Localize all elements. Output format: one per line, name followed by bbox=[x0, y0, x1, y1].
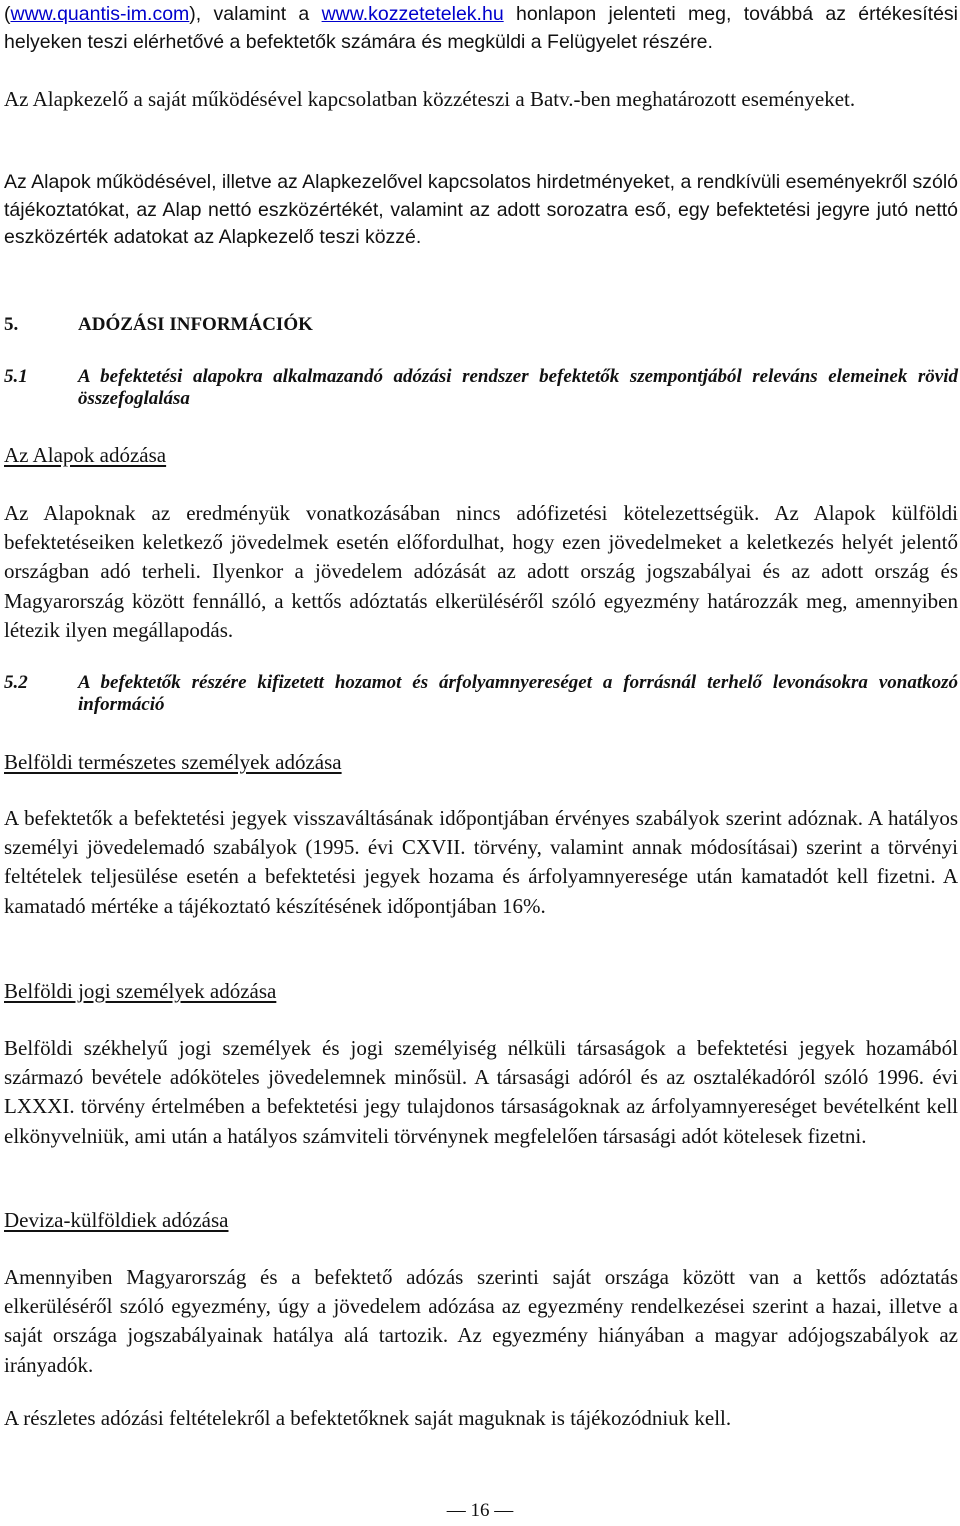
intro-mid-text: ), valamint a bbox=[189, 3, 322, 25]
closing-paragraph: A részletes adózási feltételekről a befektetőknek saját maguknak is tájékozódniuk kell. bbox=[4, 1406, 732, 1430]
page-number-dash-right: — bbox=[489, 1500, 514, 1521]
section-5-heading bbox=[4, 314, 958, 336]
domestic-natural-paragraph: A befektetők a befektetési jegyek visszaváltásának időpontjában érvényes szabályok szerint adóznak. A hatályos személyi jövedelemadó szabályok (1995. évi CXVII. törvény, valamint annak módosításai) szerint a törvényi feltételek teljesülése esetén a befektetési jegyek hozama és árfolyamnyeresége után kamatadót kell fizetni. A kamatadó mértéke a tájékoztató készítésének időpontjában 16%. bbox=[4, 806, 958, 918]
section-5-2-heading bbox=[4, 672, 958, 716]
funds-tax-heading: Az Alapok adózása bbox=[4, 443, 167, 467]
announcements-paragraph: Az Alapok működésével, illetve az Alapkezelővel kapcsolatos hirdetményeket, a rendkívüli eseményekről szóló tájékoztatókat, az Alap nettó eszközértékét, valamint az adott sorozatra eső, egy befektetési jegyre jutó nettó eszközérték adatokat az Alapkezelő teszi közzé. bbox=[4, 171, 958, 248]
section-5-number: 5. bbox=[4, 314, 19, 335]
section-5-2-title: A befektetők részére kifizetett hozamot és árfolyamnyereséget a forrásnál terhelő levonásokra vonatkozó információ bbox=[78, 672, 958, 715]
domestic-natural-heading: Belföldi természetes személyek adózása bbox=[4, 750, 342, 774]
page-number-dash-left: — bbox=[446, 1500, 471, 1521]
page-number: 16 bbox=[470, 1500, 490, 1521]
section-5-1-title: A befektetési alapokra alkalmazandó adózási rendszer befektetők szempontjából releváns elemeinek rövid összefoglalása bbox=[78, 366, 958, 409]
intro-paragraph bbox=[4, 0, 958, 56]
quantis-link[interactable]: www.quantis-im.com bbox=[10, 3, 190, 25]
domestic-legal-paragraph: Belföldi székhelyű jogi személyek és jogi személyiség nélküli társaságok a befektetési jegyek hozamából származó bevétele adóköteles jövedelemnek minősül. A társasági adóról és az osztalékadóról szóló 1996. évi LXXXI. törvény értelmében a befektetési jegy tulajdonos társaságoknak az árfolyamnyereséget bevételként kell elkönyvelniük, ami után a hatályos számviteli törvénynek megfelelően társasági adót kötelesek fizetni. bbox=[4, 1036, 958, 1148]
section-5-1-number: 5.1 bbox=[4, 366, 28, 387]
domestic-legal-heading: Belföldi jogi személyek adózása bbox=[4, 979, 277, 1003]
kozzetetelek-link[interactable]: www.kozzetetelek.hu bbox=[321, 3, 504, 25]
foreign-paragraph: Amennyiben Magyarország és a befektető adózás szerinti saját országa között van a kettős adóztatás elkerüléséről szóló egyezmény, úgy a jövedelem adózása az egyezmény rendelkezései szerint a hazai, illetve a saját országa jogszabályainak hatálya alá tartozik. Az egyezmény hiányában a magyar adójogszabályok az irányadók. bbox=[4, 1265, 958, 1377]
events-paragraph: Az Alapkezelő a saját működésével kapcsolatban közzéteszi a Batv.-ben meghatározott eseményeket. bbox=[4, 87, 856, 111]
intro-after-text: honlapon jelenteti meg, továbbá az értékesítési helyeken teszi elérhetővé a befektetők számára és megküldi a Felügyelet részére. bbox=[4, 3, 958, 53]
section-5-1-heading bbox=[4, 366, 958, 410]
funds-tax-paragraph: Az Alapoknak az eredményük vonatkozásában nincs adófizetési kötelezettségük. Az Alapok külföldi befektetéseiken keletkező jövedelmek esetén előfordulhat, hogy ezen jövedelmeket a keletkezés helyét jelentő országban adó terheli. Ilyenkor a jövedelem adózását az adott ország jogszabályai és az adott ország és Magyarország között fennálló, a kettős adóztatás elkerüléséről szóló egyezmény határozzák meg, amennyiben létezik ilyen megállapodás. bbox=[4, 501, 958, 642]
page-footer bbox=[0, 1500, 960, 1522]
section-5-title: ADÓZÁSI INFORMÁCIÓK bbox=[78, 314, 313, 335]
foreign-heading: Deviza-külföldiek adózása bbox=[4, 1208, 229, 1232]
section-5-2-number: 5.2 bbox=[4, 672, 28, 693]
intro-open-paren: ( bbox=[4, 3, 11, 25]
